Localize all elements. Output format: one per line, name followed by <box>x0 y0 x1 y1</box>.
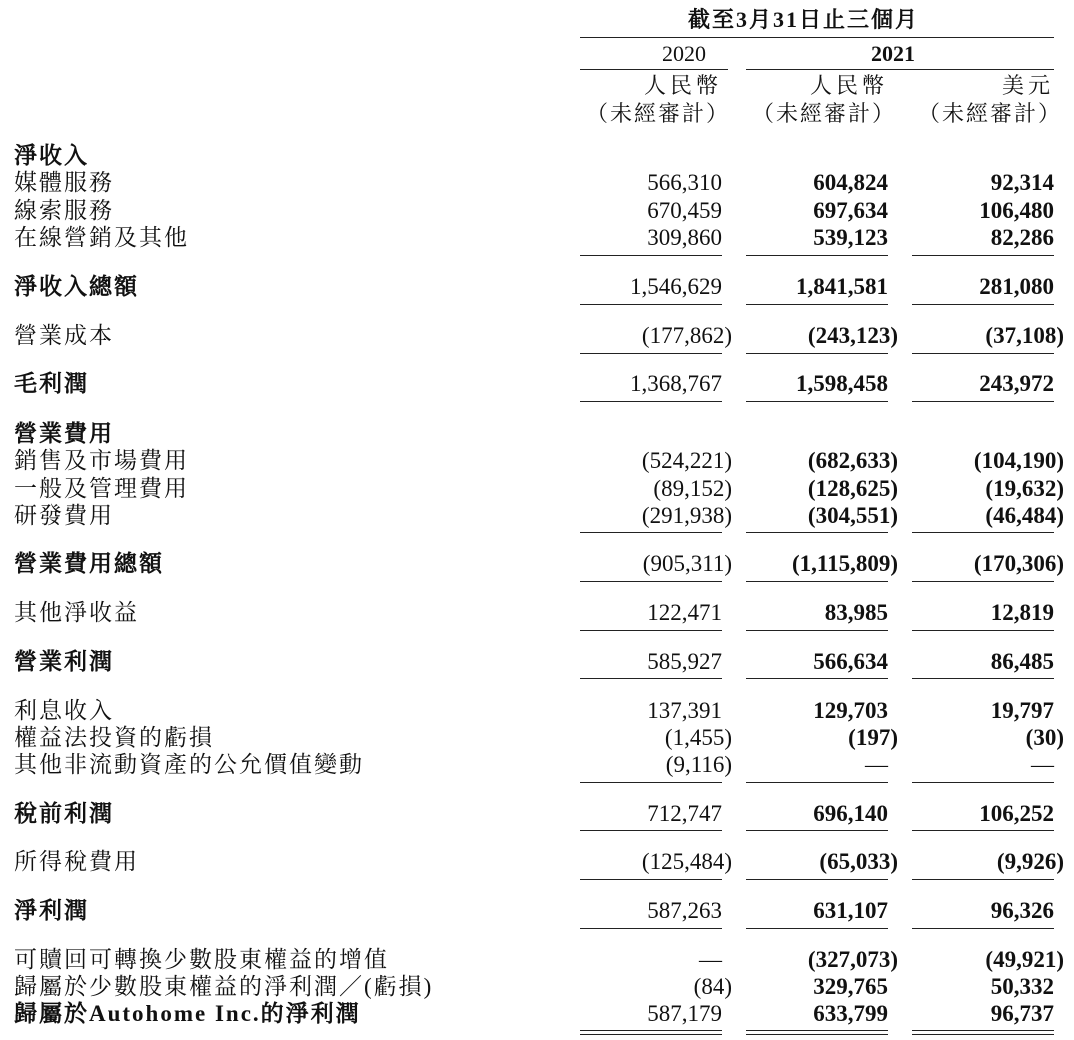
minority-label: 歸屬於少數股東權益的淨利潤／(虧損) <box>14 974 434 999</box>
rule <box>912 353 1054 354</box>
rule <box>746 353 888 354</box>
pretax-profit-2021: 696,140 <box>813 801 888 826</box>
selling-label: 銷售及市場費用 <box>14 448 189 473</box>
cost-of-revenue-2021: (243,123) <box>807 323 898 348</box>
rule <box>580 782 722 783</box>
cost-of-revenue-usd: (37,108) <box>985 323 1064 348</box>
pretax-profit-usd: 106,252 <box>979 801 1054 826</box>
rule <box>912 630 1054 631</box>
other-income-label: 其他淨收益 <box>14 600 139 625</box>
other-income-usd: 12,819 <box>990 600 1054 625</box>
rule <box>580 630 722 631</box>
total-net-revenue-label: 淨收入總額 <box>14 274 139 299</box>
rule <box>912 782 1054 783</box>
total-opex-label: 營業費用總額 <box>14 551 164 576</box>
income-tax-2020: (125,484) <box>641 849 732 874</box>
rule <box>912 928 1054 929</box>
accretion-2021: (327,073) <box>807 947 898 972</box>
rule <box>746 1034 888 1035</box>
equity-loss-2020: (1,455) <box>664 725 732 750</box>
rule <box>746 532 888 533</box>
rule <box>912 255 1054 256</box>
selling-usd: (104,190) <box>973 448 1064 473</box>
rule <box>580 255 722 256</box>
attributable-usd: 96,737 <box>990 1001 1054 1026</box>
attributable-label: 歸屬於Autohome Inc.的淨利潤 <box>14 1001 361 1026</box>
interest-income-usd: 19,797 <box>990 698 1054 723</box>
gross-profit-label: 毛利潤 <box>14 371 89 396</box>
net-profit-usd: 96,326 <box>990 898 1054 923</box>
rule <box>746 830 888 831</box>
rule <box>746 401 888 402</box>
minority-2020: (84) <box>693 974 732 999</box>
rule <box>912 678 1054 679</box>
operating-profit-label: 營業利潤 <box>14 649 114 674</box>
leads-usd: 106,480 <box>979 198 1054 223</box>
gross-profit-usd: 243,972 <box>979 371 1054 396</box>
selling-2020: (524,221) <box>641 448 732 473</box>
rule <box>746 304 888 305</box>
rule <box>580 1030 722 1031</box>
attributable-2020: 587,179 <box>647 1001 722 1026</box>
unaudited-2020: （未經審計） <box>585 101 730 126</box>
total-opex-2020: (905,311) <box>642 551 732 576</box>
rule <box>580 304 722 305</box>
total-net-revenue-2021: 1,841,581 <box>796 274 888 299</box>
rule <box>580 353 722 354</box>
net-profit-2021: 631,107 <box>813 898 888 923</box>
rule <box>580 928 722 929</box>
equity-loss-2021: (197) <box>848 725 898 750</box>
online-marketing-usd: 82,286 <box>990 225 1054 250</box>
attributable-2021: 633,799 <box>813 1001 888 1026</box>
interest-income-2020: 137,391 <box>647 698 722 723</box>
online-marketing-2021: 539,123 <box>813 225 888 250</box>
rule <box>746 630 888 631</box>
rule <box>912 532 1054 533</box>
equity-loss-usd: (30) <box>1025 725 1064 750</box>
minority-2021: 329,765 <box>813 974 888 999</box>
pretax-profit-label: 稅前利潤 <box>14 801 114 826</box>
fair-value-2021: — <box>865 752 888 777</box>
leads-2020: 670,459 <box>647 198 722 223</box>
operating-profit-2021: 566,634 <box>813 649 888 674</box>
leads-label: 線索服務 <box>14 198 114 223</box>
income-tax-2021: (65,033) <box>819 849 898 874</box>
g-and-a-label: 一般及管理費用 <box>14 476 189 501</box>
currency-rmb-2021: 人民幣 <box>809 73 888 98</box>
interest-income-label: 利息收入 <box>14 698 114 723</box>
rule <box>912 401 1054 402</box>
year-2020-rule <box>580 69 728 70</box>
accretion-2020: — <box>699 947 722 972</box>
media-2021: 604,824 <box>813 170 888 195</box>
minority-usd: 50,332 <box>990 974 1054 999</box>
other-income-2020: 122,471 <box>647 600 722 625</box>
r-and-d-usd: (46,484) <box>985 503 1064 528</box>
gross-profit-2020: 1,368,767 <box>630 371 722 396</box>
rule <box>912 879 1054 880</box>
media-label: 媒體服務 <box>14 170 114 195</box>
rule <box>912 830 1054 831</box>
year-2021-rule <box>746 69 1054 70</box>
media-usd: 92,314 <box>990 170 1054 195</box>
total-opex-2021: (1,115,809) <box>791 551 898 576</box>
rule <box>746 1030 888 1031</box>
total-opex-usd: (170,306) <box>973 551 1064 576</box>
cost-of-revenue-2020: (177,862) <box>641 323 732 348</box>
selling-2021: (682,633) <box>807 448 898 473</box>
rule <box>746 879 888 880</box>
accretion-label: 可贖回可轉換少數股東權益的增值 <box>14 947 389 972</box>
rule <box>746 581 888 582</box>
rule <box>746 678 888 679</box>
r-and-d-label: 研發費用 <box>14 503 114 528</box>
rule <box>580 879 722 880</box>
media-2020: 566,310 <box>647 170 722 195</box>
cost-of-revenue-label: 營業成本 <box>14 323 114 348</box>
r-and-d-2020: (291,938) <box>641 503 732 528</box>
unaudited-usd-2021: （未經審計） <box>917 101 1062 126</box>
other-income-2021: 83,985 <box>824 600 888 625</box>
net-revenue-heading: 淨收入 <box>14 143 89 168</box>
operating-profit-2020: 585,927 <box>647 649 722 674</box>
total-net-revenue-usd: 281,080 <box>979 274 1054 299</box>
rule <box>580 532 722 533</box>
rule <box>912 304 1054 305</box>
net-profit-2020: 587,263 <box>647 898 722 923</box>
g-and-a-2020: (89,152) <box>653 476 732 501</box>
rule <box>912 1030 1054 1031</box>
net-profit-label: 淨利潤 <box>14 898 89 923</box>
year-2021: 2021 <box>871 41 915 66</box>
rule <box>580 581 722 582</box>
rule <box>580 1034 722 1035</box>
rule <box>912 1034 1054 1035</box>
online-marketing-2020: 309,860 <box>647 225 722 250</box>
unaudited-rmb-2021: （未經審計） <box>751 101 896 126</box>
leads-2021: 697,634 <box>813 198 888 223</box>
currency-usd-2021: 美元 <box>1001 73 1054 98</box>
r-and-d-2021: (304,551) <box>807 503 898 528</box>
rule <box>746 782 888 783</box>
equity-loss-label: 權益法投資的虧損 <box>14 725 214 750</box>
rule <box>746 255 888 256</box>
pretax-profit-2020: 712,747 <box>647 801 722 826</box>
gross-profit-2021: 1,598,458 <box>796 371 888 396</box>
header-rule <box>580 37 1054 38</box>
fair-value-usd: — <box>1031 752 1054 777</box>
fair-value-label: 其他非流動資產的公允價值變動 <box>14 752 364 777</box>
g-and-a-2021: (128,625) <box>807 476 898 501</box>
fair-value-2020: (9,116) <box>665 752 732 777</box>
total-net-revenue-2020: 1,546,629 <box>630 274 722 299</box>
online-marketing-label: 在線營銷及其他 <box>14 225 189 250</box>
income-tax-usd: (9,926) <box>996 849 1064 874</box>
rule <box>580 830 722 831</box>
period-header: 截至3月31日止三個月 <box>688 7 920 32</box>
rule <box>912 581 1054 582</box>
interest-income-2021: 129,703 <box>813 698 888 723</box>
income-tax-label: 所得稅費用 <box>14 849 139 874</box>
rule <box>580 401 722 402</box>
rule <box>746 928 888 929</box>
operating-profit-usd: 86,485 <box>990 649 1054 674</box>
g-and-a-usd: (19,632) <box>985 476 1064 501</box>
rule <box>580 678 722 679</box>
opex-heading: 營業費用 <box>14 421 114 446</box>
accretion-usd: (49,921) <box>985 947 1064 972</box>
year-2020: 2020 <box>662 41 706 66</box>
currency-rmb-2020: 人民幣 <box>643 73 722 98</box>
